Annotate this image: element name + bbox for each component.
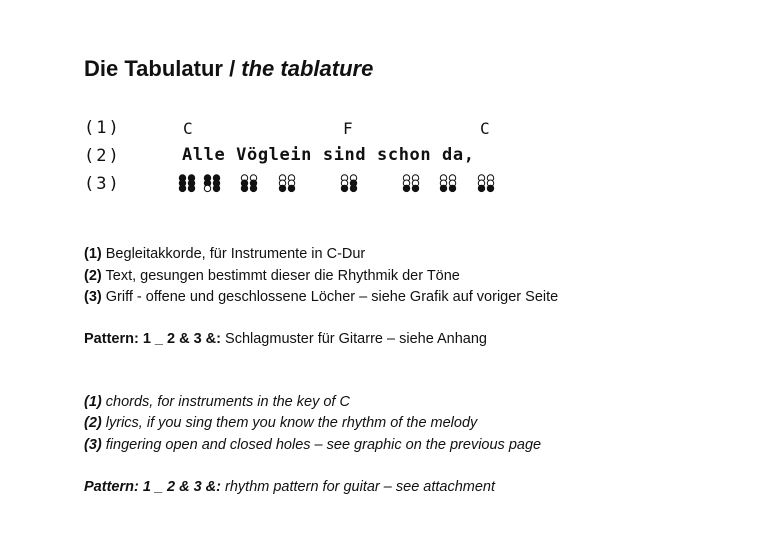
closed-hole xyxy=(188,185,194,191)
note-text: Begleitakkorde, für Instrumente in C-Dur xyxy=(105,246,366,262)
pattern-text: rhythm pattern for guitar – see attachment xyxy=(221,479,496,495)
closed-hole xyxy=(179,185,185,191)
note-text: Griff - offene und geschlossene Löcher – siehe Grafik auf voriger Seite xyxy=(105,289,559,305)
note-number: (1) xyxy=(84,394,102,410)
title-separator: / xyxy=(222,56,242,81)
hole-group xyxy=(204,175,219,192)
hole-group xyxy=(478,175,493,192)
closed-hole xyxy=(449,185,455,191)
note-number: (3) xyxy=(84,289,102,305)
note-en-1 xyxy=(84,394,350,410)
chord-1: C xyxy=(183,119,193,138)
closed-hole xyxy=(341,185,347,191)
closed-hole xyxy=(403,185,409,191)
note-text: lyrics, if you sing them you know the rhythm of the melody xyxy=(105,415,478,431)
chord-3: C xyxy=(480,119,490,138)
pattern-label: Pattern: 1 _ 2 & 3 &: xyxy=(84,479,221,495)
closed-hole xyxy=(412,185,418,191)
title-english: the tablature xyxy=(241,56,374,81)
note-de-3 xyxy=(84,289,558,305)
hole-group xyxy=(341,175,356,192)
pattern-label: Pattern: 1 _ 2 & 3 &: xyxy=(84,331,221,347)
pattern-de xyxy=(84,331,487,347)
open-hole xyxy=(204,185,210,191)
closed-hole xyxy=(478,185,484,191)
closed-hole xyxy=(213,185,219,191)
lyrics-line: Alle Vöglein sind schon da, xyxy=(182,145,475,165)
hole-group xyxy=(403,175,418,192)
row-label-1: (1) xyxy=(84,118,121,138)
pattern-en xyxy=(84,479,495,495)
chord-2: F xyxy=(343,119,353,138)
closed-hole xyxy=(440,185,446,191)
closed-hole xyxy=(250,185,256,191)
hole-group xyxy=(440,175,455,192)
note-en-2 xyxy=(84,415,477,431)
note-text: fingering open and closed holes – see graphic on the previous page xyxy=(105,437,542,453)
pattern-text: Schlagmuster für Gitarre – siehe Anhang xyxy=(221,331,487,347)
closed-hole xyxy=(279,185,285,191)
note-number: (3) xyxy=(84,437,102,453)
hole-group xyxy=(279,175,294,192)
note-text: Text, gesungen bestimmt dieser die Rhythmik der Töne xyxy=(105,268,460,284)
closed-hole xyxy=(350,185,356,191)
title-german: Die Tabulatur xyxy=(84,56,223,81)
closed-hole xyxy=(241,185,247,191)
note-number: (1) xyxy=(84,246,102,262)
hole-group xyxy=(179,175,194,192)
closed-hole xyxy=(288,185,294,191)
hole-group xyxy=(241,175,256,192)
note-number: (2) xyxy=(84,415,102,431)
note-en-3 xyxy=(84,437,541,453)
note-de-1 xyxy=(84,246,365,262)
closed-hole xyxy=(487,185,493,191)
note-de-2 xyxy=(84,268,460,284)
row-label-2: (2) xyxy=(84,146,121,166)
note-number: (2) xyxy=(84,268,102,284)
row-label-3: (3) xyxy=(84,174,121,194)
note-text: chords, for instruments in the key of C xyxy=(105,394,350,410)
